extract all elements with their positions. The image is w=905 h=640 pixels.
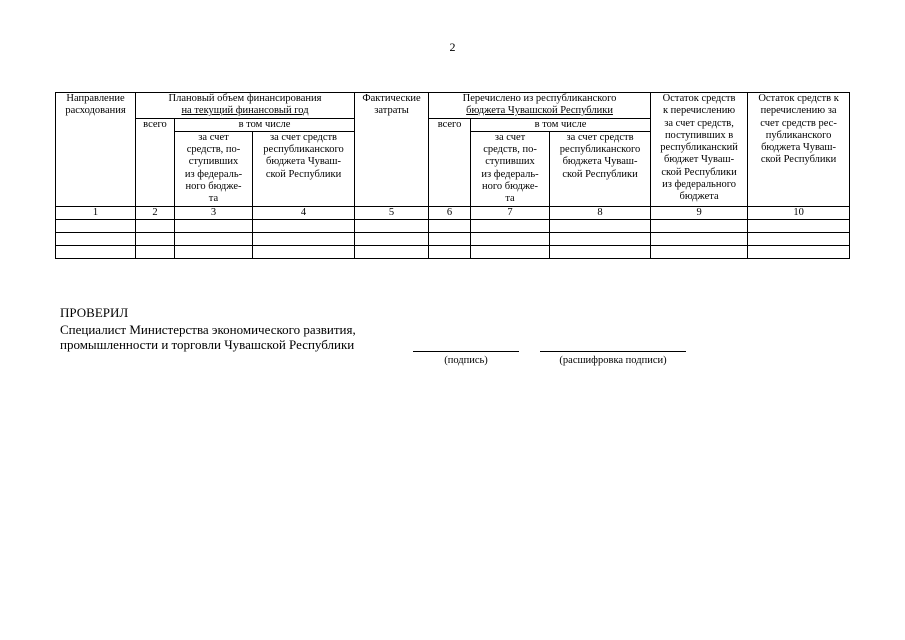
header-total: всего xyxy=(136,118,175,206)
column-number: 9 xyxy=(651,206,748,219)
report-table xyxy=(55,92,850,259)
table-cell[interactable] xyxy=(550,245,651,258)
column-number: 5 xyxy=(355,206,429,219)
table-cell[interactable] xyxy=(175,219,253,232)
header-remainder-federal: Остаток средств к перечислению за счет средств, поступивших в республиканский бюджет Чуваш- ской Республики из федерального бюджета xyxy=(651,93,748,207)
table-cell[interactable] xyxy=(748,219,850,232)
table-cell[interactable] xyxy=(429,232,471,245)
table-cell[interactable] xyxy=(253,245,355,258)
table-cell[interactable] xyxy=(355,219,429,232)
table-cell[interactable] xyxy=(253,232,355,245)
header-transferred-line1: Перечислено из республиканского xyxy=(462,93,617,104)
column-number: 8 xyxy=(550,206,651,219)
header-remainder-republic: Остаток средств к перечислению за счет средств рес- публиканского бюджета Чуваш- ской Республики xyxy=(748,93,850,207)
column-number: 4 xyxy=(253,206,355,219)
column-number: 7 xyxy=(471,206,550,219)
table-row xyxy=(56,232,850,245)
position-line-2: промышленности и торговли Чувашской Республики xyxy=(60,337,355,352)
signature-decoding-caption: (расшифровка подписи) xyxy=(559,355,667,366)
signature-caption: (подпись) xyxy=(444,355,488,366)
header-including-2: в том числе xyxy=(471,118,651,131)
column-number-row xyxy=(56,206,850,219)
table-cell[interactable] xyxy=(550,219,651,232)
checked-by-title: ПРОВЕРИЛ xyxy=(60,305,129,320)
header-direction: Направление расходования xyxy=(56,93,136,207)
table-cell[interactable] xyxy=(175,232,253,245)
header-planned-line1: Плановый объем финансирования xyxy=(168,93,322,104)
table-cell[interactable] xyxy=(136,245,175,258)
header-transferred xyxy=(429,93,651,119)
table-cell[interactable] xyxy=(136,219,175,232)
table-cell[interactable] xyxy=(56,219,136,232)
table-cell[interactable] xyxy=(471,245,550,258)
table-cell[interactable] xyxy=(175,245,253,258)
table-cell[interactable] xyxy=(56,245,136,258)
column-number: 2 xyxy=(136,206,175,219)
header-transferred-line2: бюджета Чувашской Республики xyxy=(466,105,613,117)
table-cell[interactable] xyxy=(471,219,550,232)
table-cell[interactable] xyxy=(550,232,651,245)
column-number: 6 xyxy=(429,206,471,219)
column-number: 10 xyxy=(748,206,850,219)
signature-decoding-line[interactable] xyxy=(540,338,686,352)
column-number: 3 xyxy=(175,206,253,219)
header-planned xyxy=(136,93,355,119)
header-including: в том числе xyxy=(175,118,355,131)
header-from-federal-2: за счет средств, по- ступивших из федераль- ного бюдже- та xyxy=(471,131,550,206)
header-actual: Фактические затраты xyxy=(355,93,429,207)
signature-field[interactable] xyxy=(413,338,519,368)
signature-block xyxy=(60,305,356,352)
table-cell[interactable] xyxy=(471,232,550,245)
table-cell[interactable] xyxy=(429,219,471,232)
signature-line[interactable] xyxy=(413,338,519,352)
table-cell[interactable] xyxy=(748,245,850,258)
table-cell[interactable] xyxy=(429,245,471,258)
page-number: 2 xyxy=(449,40,456,54)
column-number: 1 xyxy=(56,206,136,219)
position-line-1: Специалист Министерства экономического развития, xyxy=(60,322,356,337)
table-row xyxy=(56,219,850,232)
header-from-federal: за счет средств, по- ступивших из федераль- ного бюдже- та xyxy=(175,131,253,206)
table-row xyxy=(56,245,850,258)
table-cell[interactable] xyxy=(136,232,175,245)
table-cell[interactable] xyxy=(355,245,429,258)
table-cell[interactable] xyxy=(56,232,136,245)
signature-decoding-field[interactable] xyxy=(540,338,686,368)
table-cell[interactable] xyxy=(253,219,355,232)
table-cell[interactable] xyxy=(651,245,748,258)
table-cell[interactable] xyxy=(651,219,748,232)
header-total-2: всего xyxy=(429,118,471,206)
header-from-republic-2: за счет средств республиканского бюджета Чуваш- ской Республики xyxy=(550,131,651,206)
table-cell[interactable] xyxy=(748,232,850,245)
header-from-republic: за счет средств республиканского бюджета Чуваш- ской Республики xyxy=(253,131,355,206)
table-cell[interactable] xyxy=(355,232,429,245)
header-row-1 xyxy=(56,93,850,119)
table-cell[interactable] xyxy=(651,232,748,245)
header-planned-line2: на текущий финансовый год xyxy=(181,105,309,117)
